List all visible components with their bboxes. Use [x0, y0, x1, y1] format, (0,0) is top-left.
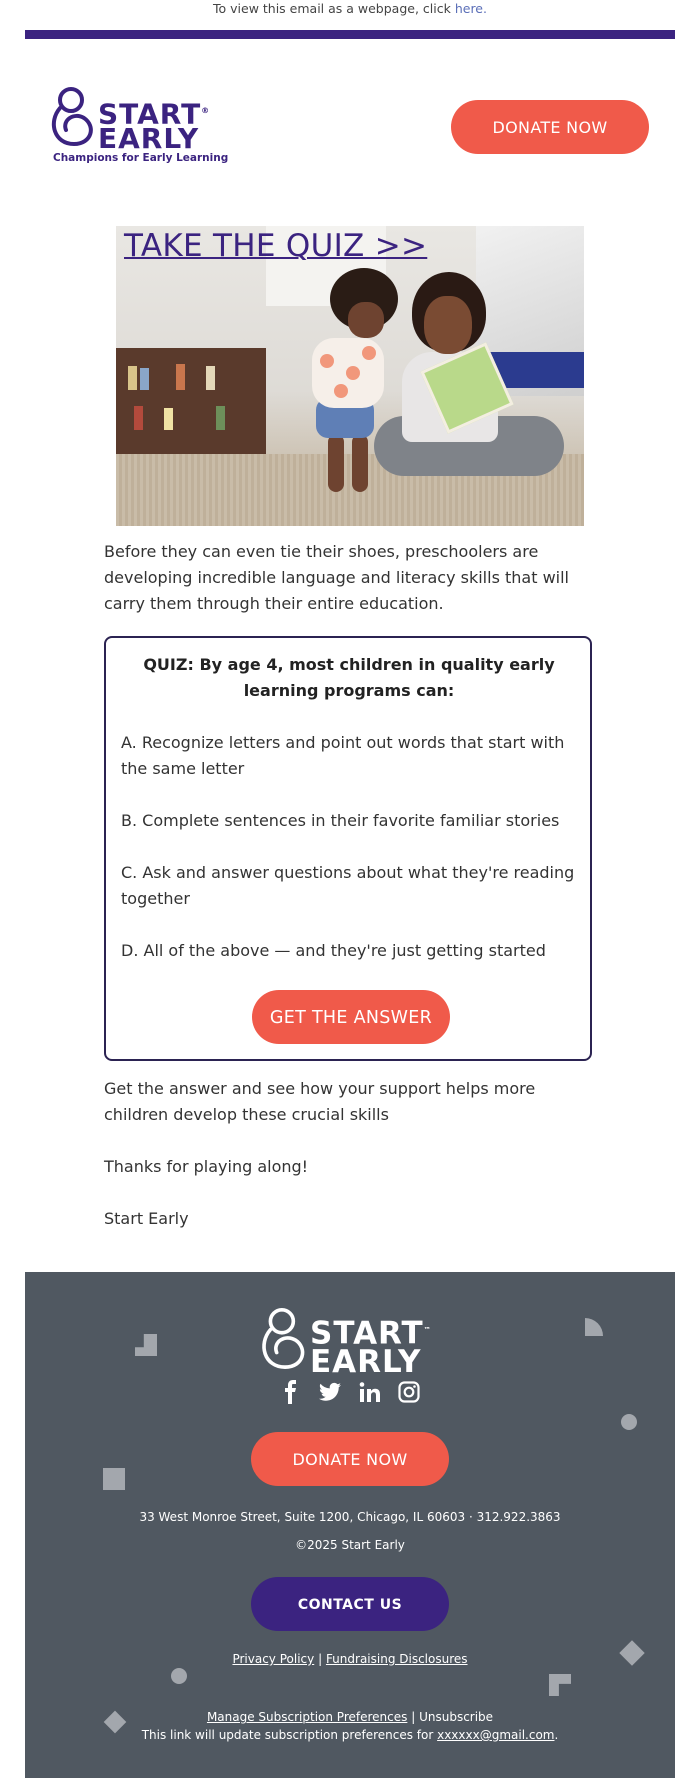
- footer-logo[interactable]: [260, 1306, 440, 1381]
- footer-donate-button[interactable]: DONATE NOW: [251, 1432, 449, 1486]
- contact-us-button[interactable]: CONTACT US: [251, 1577, 449, 1631]
- social-links: [25, 1380, 675, 1404]
- logo-tagline: Champions for Early Learning: [53, 152, 229, 164]
- sub-separator: |: [411, 1710, 416, 1724]
- take-the-quiz-link[interactable]: TAKE THE QUIZ >>: [124, 228, 428, 264]
- quiz-box: [104, 636, 592, 1061]
- thanks-text: Thanks for playing along!: [104, 1157, 309, 1176]
- footer-logo-tm: ™: [423, 1326, 432, 1334]
- quiz-title: QUIZ: By age 4, most children in quality early learning programs can:: [143, 655, 555, 700]
- footer-deco-corner: [549, 1674, 571, 1696]
- subscriber-email-link[interactable]: xxxxxx@gmail.com: [437, 1728, 555, 1742]
- start-early-logo[interactable]: [50, 86, 229, 170]
- footer-deco-shape: [135, 1334, 157, 1356]
- fundraising-disclosures-link[interactable]: Fundraising Disclosures: [325, 1652, 468, 1666]
- footer-deco-circle: [621, 1414, 637, 1430]
- footer-copyright: ©2025 Start Early: [295, 1538, 405, 1552]
- donate-now-button[interactable]: DONATE NOW: [451, 100, 649, 154]
- footer-logo-mark-icon: [260, 1306, 310, 1372]
- logo-mark-icon: [50, 86, 98, 148]
- subscription-note-period: .: [554, 1728, 559, 1742]
- footer-legal-links: [25, 1650, 675, 1668]
- intro-text: Before they can even tie their shoes, preschoolers are developing incredible language and literacy skills that will carry them through their entire education.: [104, 542, 569, 613]
- hero-child-face: [348, 302, 384, 338]
- footer-address: 33 West Monroe Street, Suite 1200, Chicago, IL 60603 · 312.922.3863: [139, 1510, 561, 1524]
- footer-deco-square: [103, 1468, 125, 1490]
- logo-wordmark: [98, 97, 211, 156]
- unsubscribe-link[interactable]: Unsubscribe: [419, 1710, 494, 1724]
- instagram-icon[interactable]: [397, 1380, 421, 1404]
- footer-deco-circle-2: [171, 1668, 187, 1684]
- logo-line1: START: [98, 97, 202, 131]
- quiz-option-b: B. Complete sentences in their favorite familiar stories: [121, 811, 560, 830]
- get-the-answer-button[interactable]: GET THE ANSWER: [252, 990, 450, 1044]
- twitter-icon[interactable]: [318, 1380, 342, 1404]
- quiz-option-d: D. All of the above — and they're just getting started: [121, 941, 546, 960]
- subscription-note: This link will update subscription preferences for: [141, 1728, 438, 1742]
- link-separator: |: [318, 1652, 323, 1666]
- linkedin-icon[interactable]: [358, 1380, 382, 1404]
- hero-image[interactable]: [116, 226, 584, 526]
- hero-woman-face: [424, 296, 472, 354]
- logo-registered: ®: [201, 106, 211, 115]
- subscription-section: [25, 1708, 675, 1744]
- hero-bookshelf: [116, 348, 266, 460]
- footer-logo-wordmark: [310, 1315, 432, 1381]
- quiz-option-a: A. Recognize letters and point out words that start with the same letter: [121, 733, 565, 778]
- signature: Start Early: [104, 1209, 189, 1228]
- footer-deco-quarter: [585, 1318, 603, 1336]
- logo-line2: EARLY: [98, 122, 200, 156]
- outro-text: Get the answer and see how your support helps more children develop these crucial skills: [104, 1079, 536, 1124]
- footer: [25, 1272, 675, 1778]
- footer-logo-line1: START: [310, 1315, 424, 1352]
- quiz-option-c: C. Ask and answer questions about what they're reading together: [121, 863, 575, 908]
- view-webpage-link[interactable]: here.: [454, 1, 487, 16]
- preheader-text: To view this email as a webpage, click: [213, 1, 455, 16]
- top-accent-bar: [25, 30, 675, 39]
- preheader: [0, 0, 700, 24]
- manage-subscription-link[interactable]: Manage Subscription Preferences: [206, 1710, 408, 1724]
- footer-logo-line2: EARLY: [310, 1344, 422, 1381]
- privacy-policy-link[interactable]: Privacy Policy: [232, 1652, 315, 1666]
- facebook-icon[interactable]: [279, 1380, 303, 1404]
